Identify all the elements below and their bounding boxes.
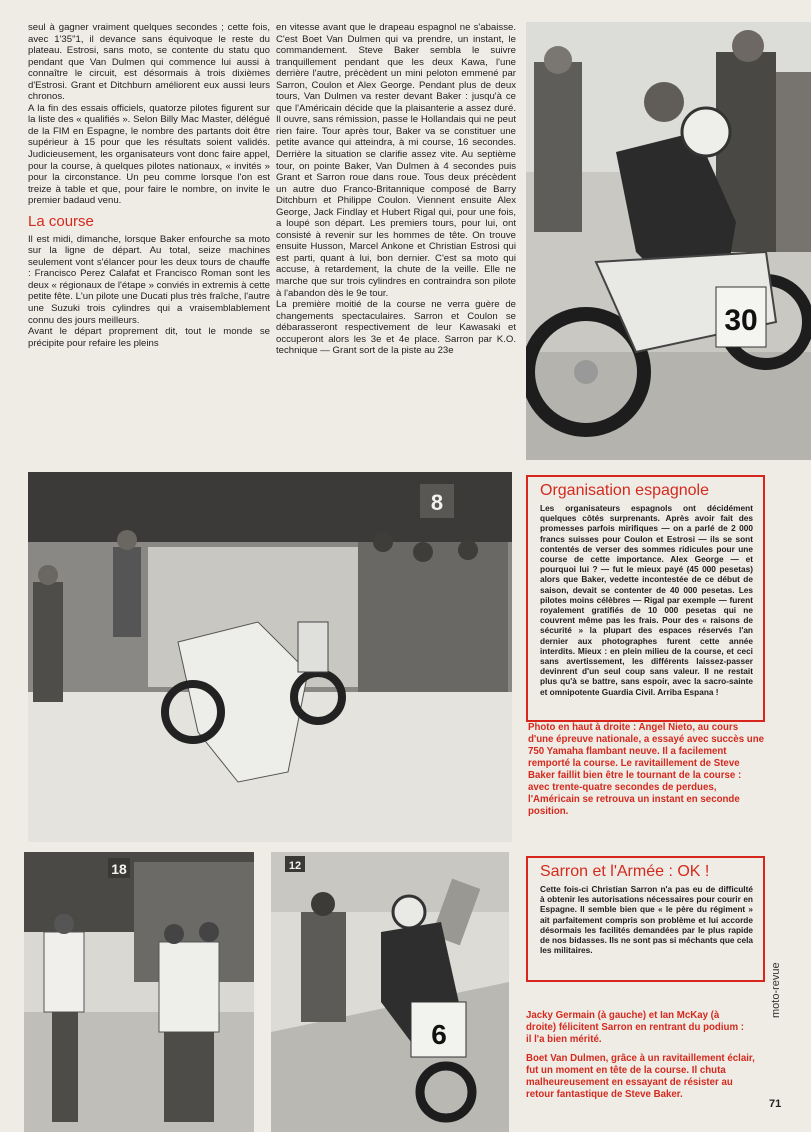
paragraph: A la fin des essais officiels, quatorze pilotes figurent sur la liste des « qualifiés ». Selon Billy Mac Master, délégué de la FIM en Espagne, le nombre des partants doit être supérieur à 15 pour que les résultats soient validés. Judicieusement, les organisateurs vont donc faire appel, pour la course, à quelques pilotes nationaux, « invités » pour la circonstance. Un peu comme lorsque l'on est treize à table et que, pour faire le nombre, on invite le premier badaud venu.	[28, 102, 270, 207]
photo-angel-nieto	[526, 22, 811, 460]
page-number: 71	[769, 1098, 782, 1110]
pit-sign-number: 8	[430, 490, 444, 515]
box-text: Cette fois-ci Christian Sarron n'a pas eu de difficulté à obtenir les autorisations nécessaires pour courir en Espagne. Il semble bien que « le père du régiment » ait parfaitement compris son problème et lui accorde désormais les facilités demandées par le plus rapide de nos bidasses. Ils ne sont pas si méchants que cela les militaires.	[540, 884, 753, 956]
section-heading: La course	[28, 212, 94, 230]
article-column-2	[276, 22, 516, 357]
sign-number: 12	[288, 860, 302, 872]
caption-sarron-podium: Jacky Germain (à gauche) et Ian McKay (à droite) félicitent Sarron en rentrant du podium : il l'a bien mérité.	[526, 1010, 744, 1045]
box-title: Sarron et l'Armée : OK !	[540, 863, 710, 880]
paragraph: Avant le départ proprement dit, tout le monde se précipite pour refaire les pleins	[28, 326, 270, 349]
caption-van-dulmen: Boet Van Dulmen, grâce à un ravitaillement éclair, fut un moment en tête de la course. Il chuta malheureusement en essayant de résister au retour fantastique de Steve Baker.	[526, 1053, 755, 1100]
paragraph: en vitesse avant que le drapeau espagnol ne s'abaisse. C'est Boet Van Dulmen qui va prendre, un instant, le commandement. Steve Baker sembla le suivre tranquillement pendant que les deux Kawa, l'une derrière l'autre, précèdent un mini peloton emmené par Sarron, Coulon et Alex George. Pendant plus de deux tours, Van Dulmen va rester devant Baker : jusqu'à ce que l'Américain décide que la plaisanterie a assez duré. Il ouvre, sans rémission, passe le Hollandais qui ne peut rien faire. Tour après tour, Baker va se constituer une petite avance qui atteindra, à mi course, 16 secondes. Derrière la situation se clarifie assez vite. Au septième tour, on pointe Baker, Van Dulmen à 4 secondes puis Grant et Sarron roue dans roue. Tous deux précèdent un autre duo Franco-Britannique composé de Barry Ditchburn et Philippe Coulon. Viennent ensuite Alex George, Jack Findlay et Hubert Rigal qui, pour une fois, a loupé son départ. Les premiers tours, pour lui, ont consisté à revenir sur les hommes de tête. On trouve ensuite Husson, Marcel Ankone et Christian Estrosi qui est parti, quant à lui, bon dernier. C'est sa moto qui accuse, à retardement, la chute de la veille. Elle ne marche que sur trois cylindres en contraindra son pilote à l'abandon dès le 9e tour.	[276, 22, 516, 299]
sign-number: 18	[111, 861, 127, 877]
bike-number: 30	[724, 304, 758, 337]
paragraph: seul à gagner vraiment quelques secondes ; cette fois, avec 1'35"1, il devance sans équivoque le reste du plateau. Estrosi, sans moto, se contente du statu quo pendant que Van Dulmen qui commence lui aussi à connaître le circuit, est désormais à trois dixièmes d'Estrosi. Grant et Ditchburn améliorent eux aussi leurs chronos.	[28, 22, 270, 103]
caption-top-photo: Photo en haut à droite : Angel Nieto, au cours d'une épreuve nationale, a essayé avec succès une 750 Yamaha flambant neuve. Il a facilement remporté la course. Le ravitaillement de Steve Baker faillit bien être le tournant de la course : avec trente-quatre secondes de perdues, l'Américain se retrouva un instant en seconde position.	[528, 722, 765, 817]
photo-van-dulmen-refuel	[271, 852, 509, 1132]
article-column-1	[28, 22, 270, 349]
magazine-name: moto-revue	[770, 962, 782, 1018]
bike-number: 6	[431, 1019, 447, 1050]
photo-pit-stop	[28, 472, 512, 842]
sidebar-box-sarron	[526, 856, 765, 982]
photo-sarron-congratulated	[24, 852, 254, 1132]
paragraph: Il est midi, dimanche, lorsque Baker enfourche sa moto sur la ligne de départ. Au total, seize machines seulement vont s'élancer pour les deux tours de chauffe : Francisco Perez Calafat et Francisco Roman sont les deux « régionaux de l'étape » conviés in extremis à cette petite fête. L'un pilote une Ducati plus très fraîche, l'autre une Suzuki trois cylindres qui a vraisemblablement connu des jours meilleurs.	[28, 233, 270, 326]
paragraph: La première moitié de la course ne verra guère de changements spectaculaires. Sarron et Coulon se débarasseront respectivement de leur Kawasaki et occuperont alors les 3e et 4e place. Sarron par K.O. technique — Grant sort de la piste au 23e	[276, 299, 516, 357]
sidebar-box-organisation	[526, 475, 765, 722]
box-title: Organisation espagnole	[540, 482, 710, 499]
box-text: Les organisateurs espagnols ont décidément quelques côtés surprenants. Après avoir fait des promesses parfois mirifiques — on a parlé de 2 000 francs suisses pour Coulon et Estrosi — ils se sont contentés de verser des sommes ridicules pour une course de cette importance. Alex George — et pourquoi lui ? — fut le mieux payé (45 000 pesetas) alors que Baker, vedette incontestée de ce début de saison, devait se contenter de 40 000 pesetas. Les pilotes moins célèbres — Rigal par exemple — furent royalement gratifiés de 10 000 pesetas qui ne couvrent même pas les frais. Pour des « raisons de sécurité » la plupart des espaces réservés l'an dernier aux photographes furent cette année interdits. Mieux : en plein milieu de la course, et ceci sans avertissement, les différents laissez-passer devinrent d'un seul coup sans valeur. Il ne restait plus qu'à se battre, sans espoir, avec la sacro-sainte et omnipotente Guardia Civil. Arriba Espana !	[540, 503, 753, 697]
